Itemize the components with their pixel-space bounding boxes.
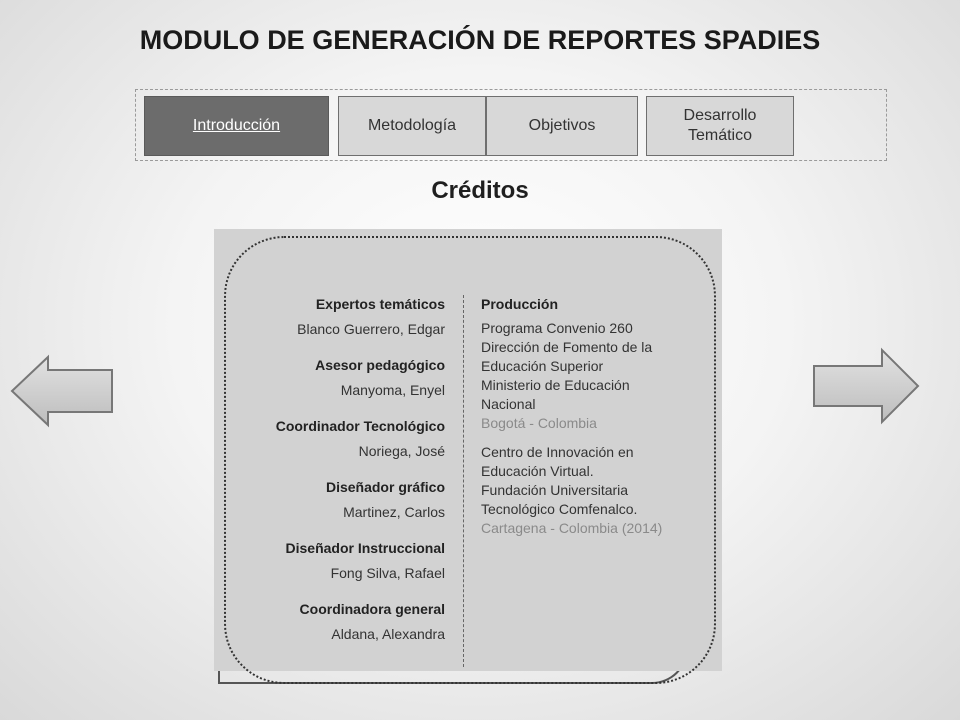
page-title: MODULO DE GENERACIÓN DE REPORTES SPADIES: [139, 25, 821, 55]
production-line: Dirección de Fomento de la: [481, 339, 653, 355]
tab-metodologia-label: Metodología: [367, 117, 457, 134]
production-line: Nacional: [481, 396, 536, 412]
credits-left-column: [276, 295, 445, 643]
credit-role: Expertos temáticos: [315, 296, 445, 312]
tab-objetivos-label: Objetivos: [528, 117, 596, 134]
production-line: Educación Superior: [481, 358, 604, 374]
credit-name: Aldana, Alexandra: [331, 626, 445, 642]
credits-right-column: [481, 295, 662, 538]
tab-desarrollo-label: [684, 106, 757, 146]
credit-name: Fong Silva, Rafael: [330, 565, 445, 581]
arrow-left-icon: [8, 353, 118, 429]
next-button[interactable]: [810, 346, 922, 426]
credit-group: [276, 356, 445, 399]
production-line: Fundación Universitaria: [481, 482, 629, 498]
credit-role: Asesor pedagógico: [315, 357, 445, 373]
production-block-1: [481, 319, 662, 376]
credit-name: Noriega, José: [358, 443, 445, 459]
credit-role: Coordinadora general: [299, 601, 445, 617]
credit-name: Manyoma, Enyel: [340, 382, 445, 398]
production-place: Bogotá - Colombia: [481, 415, 597, 431]
credit-name: Blanco Guerrero, Edgar: [297, 321, 445, 337]
section-title: Créditos: [431, 177, 529, 204]
tab-objetivos[interactable]: [486, 96, 638, 156]
production-block-2: [481, 376, 662, 433]
previous-button[interactable]: [8, 353, 118, 429]
credit-group: [276, 600, 445, 643]
tab-desarrollo-line1: Desarrollo: [683, 107, 757, 124]
credit-group: [276, 478, 445, 521]
tab-metodologia[interactable]: [338, 96, 486, 156]
production-block-3: [481, 443, 662, 538]
credit-role: Coordinador Tecnológico: [275, 418, 445, 434]
production-heading: Producción: [481, 296, 559, 312]
column-divider: [463, 295, 464, 667]
credit-role: Diseñador Instruccional: [285, 540, 445, 556]
credit-group: [276, 417, 445, 460]
production-line: Ministerio de Educación: [481, 377, 630, 393]
arrow-right-icon: [810, 346, 922, 426]
tab-desarrollo-line2: Temático: [687, 127, 752, 144]
credit-role: Diseñador gráfico: [325, 479, 445, 495]
tab-introduccion-label: Introducción: [192, 117, 281, 134]
credit-group: [276, 295, 445, 338]
production-line: Educación Virtual.: [481, 463, 594, 479]
production-line: Programa Convenio 260: [481, 320, 633, 336]
production-line: Centro de Innovación en: [481, 444, 634, 460]
production-line: Tecnológico Comfenalco.: [481, 501, 638, 517]
credit-name: Martinez, Carlos: [343, 504, 445, 520]
tab-desarrollo-tematico[interactable]: [646, 96, 794, 156]
tab-introduccion[interactable]: [144, 96, 329, 156]
production-place: Cartagena - Colombia (2014): [481, 520, 663, 536]
credit-group: [276, 539, 445, 582]
